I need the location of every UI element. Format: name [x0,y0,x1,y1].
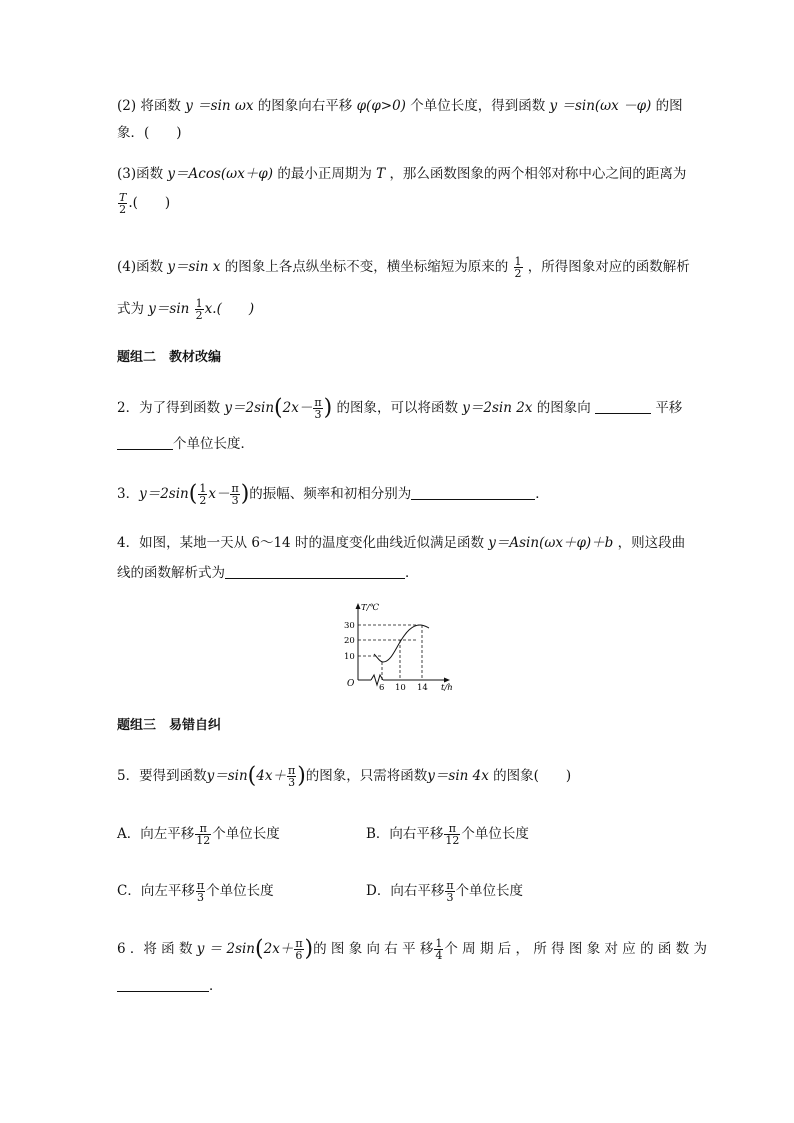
text: B．向右平移 [366,826,444,842]
q1-item2-line2: 象．( ) [117,125,182,141]
answer-blank[interactable] [225,564,405,579]
denominator: 12 [445,834,460,847]
problem-3 [117,483,549,506]
formula: y＝sin [148,301,190,317]
denominator: 2 [195,309,203,322]
origin-label: O [347,679,355,689]
x-axis-label: t/h [441,683,453,692]
text: A．向左平移 [117,826,195,842]
text: C．向左平移 [117,883,195,899]
option-b[interactable] [366,823,529,846]
text: 个单位长度 [212,826,280,842]
answer-blank[interactable] [595,399,651,414]
text: 3． [117,486,140,502]
formula: y＝sin x [167,259,221,275]
left-paren: ( [188,481,198,507]
fraction [195,823,211,846]
text: (4)函数 [117,259,164,275]
text: 的振幅、频率和初相分别为 [249,486,412,502]
problem-6-line1 [117,938,707,961]
problem-6-line2 [117,976,223,996]
denominator: 3 [288,776,296,789]
numerator: π [195,823,211,835]
fraction [196,880,205,903]
q1-item4-line1 [117,256,690,279]
formula: φ(φ>0) [356,98,406,114]
fraction [230,483,239,506]
answer-blank[interactable] [411,485,535,500]
text: 6 ．将 函 数 [117,941,197,957]
temperature-curve [374,625,429,662]
text: 个单位长度 [455,883,524,899]
text: 的图象，可以将函数 [336,400,458,416]
denominator: 12 [196,834,211,847]
formula: y ＝sin(ωx －φ) [549,98,652,114]
text: 的图象( ) [488,768,572,784]
fraction [294,938,303,961]
formula: y＝2sin 2x [462,400,533,416]
formula: x.( ) [204,301,255,317]
y-axis-arrow [356,603,361,609]
formula: y＝2sin [139,486,189,502]
formula: y＝2sin [224,400,275,416]
numerator: π [446,879,454,892]
temperature-graph [334,600,464,692]
right-paren: ) [240,481,250,507]
denominator: 4 [435,949,443,962]
text: ，则这段曲 [617,535,686,551]
fraction [195,298,204,321]
text: 的最小正周期为 [277,166,372,182]
text: 5．要得到函数 [117,768,207,784]
formula: y ＝ 2sin [196,941,256,957]
formula: y ＝sin ωx [185,98,254,114]
text: 线的函数解析式为 [117,565,225,581]
text: ，所得图象对应的函数解析 [527,259,690,275]
formula: 2x－ [282,400,313,416]
fraction [198,483,207,506]
y-tick-10: 10 [344,652,355,662]
text: 个 周 期 后 ， 所 得 图 象 对 应 的 函 数 为 [444,941,707,957]
formula: x－ [208,486,230,502]
formula: 2x＋ [263,941,294,957]
text: .( ) [128,195,171,211]
formula: y＝sin [206,768,248,784]
fraction [445,880,454,903]
numerator: π [295,937,303,950]
problem-4-line1 [117,533,685,553]
y-tick-30: 30 [344,621,355,631]
fraction [444,823,460,846]
right-paren: ) [304,936,314,962]
formula: 4x＋ [256,768,286,784]
text: 个单位长度． [173,436,254,452]
text: 的 图 象 向 右 平 移 [313,941,434,957]
denominator: 3 [196,891,204,904]
x-axis-arrow [444,678,450,683]
text: 个单位长度 [461,826,529,842]
problem-2-line1 [117,397,682,420]
text: 的图 [655,98,683,114]
text: ． [405,565,419,581]
numerator: π [444,823,460,835]
option-c[interactable] [117,880,274,903]
text: 的图象向右平移 [257,98,357,114]
numerator: 1 [435,937,443,950]
y-tick-20: 20 [344,636,355,646]
option-a[interactable] [117,823,280,846]
group2-heading: 题组二 教材改编 [117,350,222,365]
denominator: 2 [514,267,522,280]
text: (3)函数 [117,166,164,182]
text: ，那么函数图象的两个相邻对称中心之间的距离为 [389,166,687,182]
denominator: 2 [199,494,207,507]
text: ． [535,486,549,502]
q1-item4-line2 [117,298,254,321]
numerator: T [119,191,127,204]
denominator: 6 [295,949,303,962]
denominator: 3 [314,408,322,421]
formula: y＝Asin(ωx＋φ)＋b [488,535,614,551]
q1-item3-line2 [117,192,170,215]
text: 的图象上各点纵坐标不变，横坐标缩短为原来的 [224,259,509,275]
text: (2) 将函数 [117,98,181,114]
fraction [434,938,443,961]
left-paren: ( [274,395,283,421]
formula: y＝Acos(ωx＋φ) [167,166,274,182]
text: 个单位长度 [206,883,274,899]
fraction [313,397,322,420]
q1-item3-line1 [117,164,686,184]
numerator: π [231,482,239,495]
x-tick-6: 6 [379,683,385,692]
fraction [118,192,127,215]
numerator: π [314,396,322,409]
denominator: 3 [231,494,239,507]
denominator: 2 [119,203,127,216]
q1-item2-line1 [117,96,683,116]
problem-4-line2 [117,563,419,583]
formula: T [376,166,386,182]
fraction [287,765,296,788]
text: 的图象，只需将函数 [305,768,428,784]
numerator: π [287,764,296,777]
numerator: 1 [195,297,203,310]
text: 式为 [117,301,144,317]
option-d[interactable] [366,880,523,903]
fraction [514,256,523,279]
text: 个单位长度，得到函数 [410,98,546,114]
numerator: π [196,879,205,892]
x-tick-14: 14 [417,683,428,692]
problem-2-line2 [117,434,254,454]
right-paren: ) [297,763,306,789]
y-axis-label: T/℃ [361,603,380,613]
x-tick-10: 10 [395,683,406,692]
right-paren: ) [323,395,333,421]
formula: y＝sin 4x [427,768,489,784]
text: D．向右平移 [366,883,445,899]
text: 平移 [655,400,683,416]
group3-heading: 题组三 易错自纠 [117,718,222,733]
denominator: 3 [446,891,454,904]
text: 的图象向 [536,400,591,416]
left-paren: ( [255,936,264,962]
answer-blank[interactable] [117,435,173,450]
left-paren: ( [247,763,257,789]
text: 2．为了得到函数 [117,400,221,416]
text: ． [209,978,223,994]
answer-blank[interactable] [117,977,209,992]
numerator: 1 [199,482,207,495]
text: 4．如图，某地一天从 6～14 时的温度变化曲线近似满足函数 [117,535,484,551]
problem-5 [117,765,571,788]
numerator: 1 [514,255,522,268]
